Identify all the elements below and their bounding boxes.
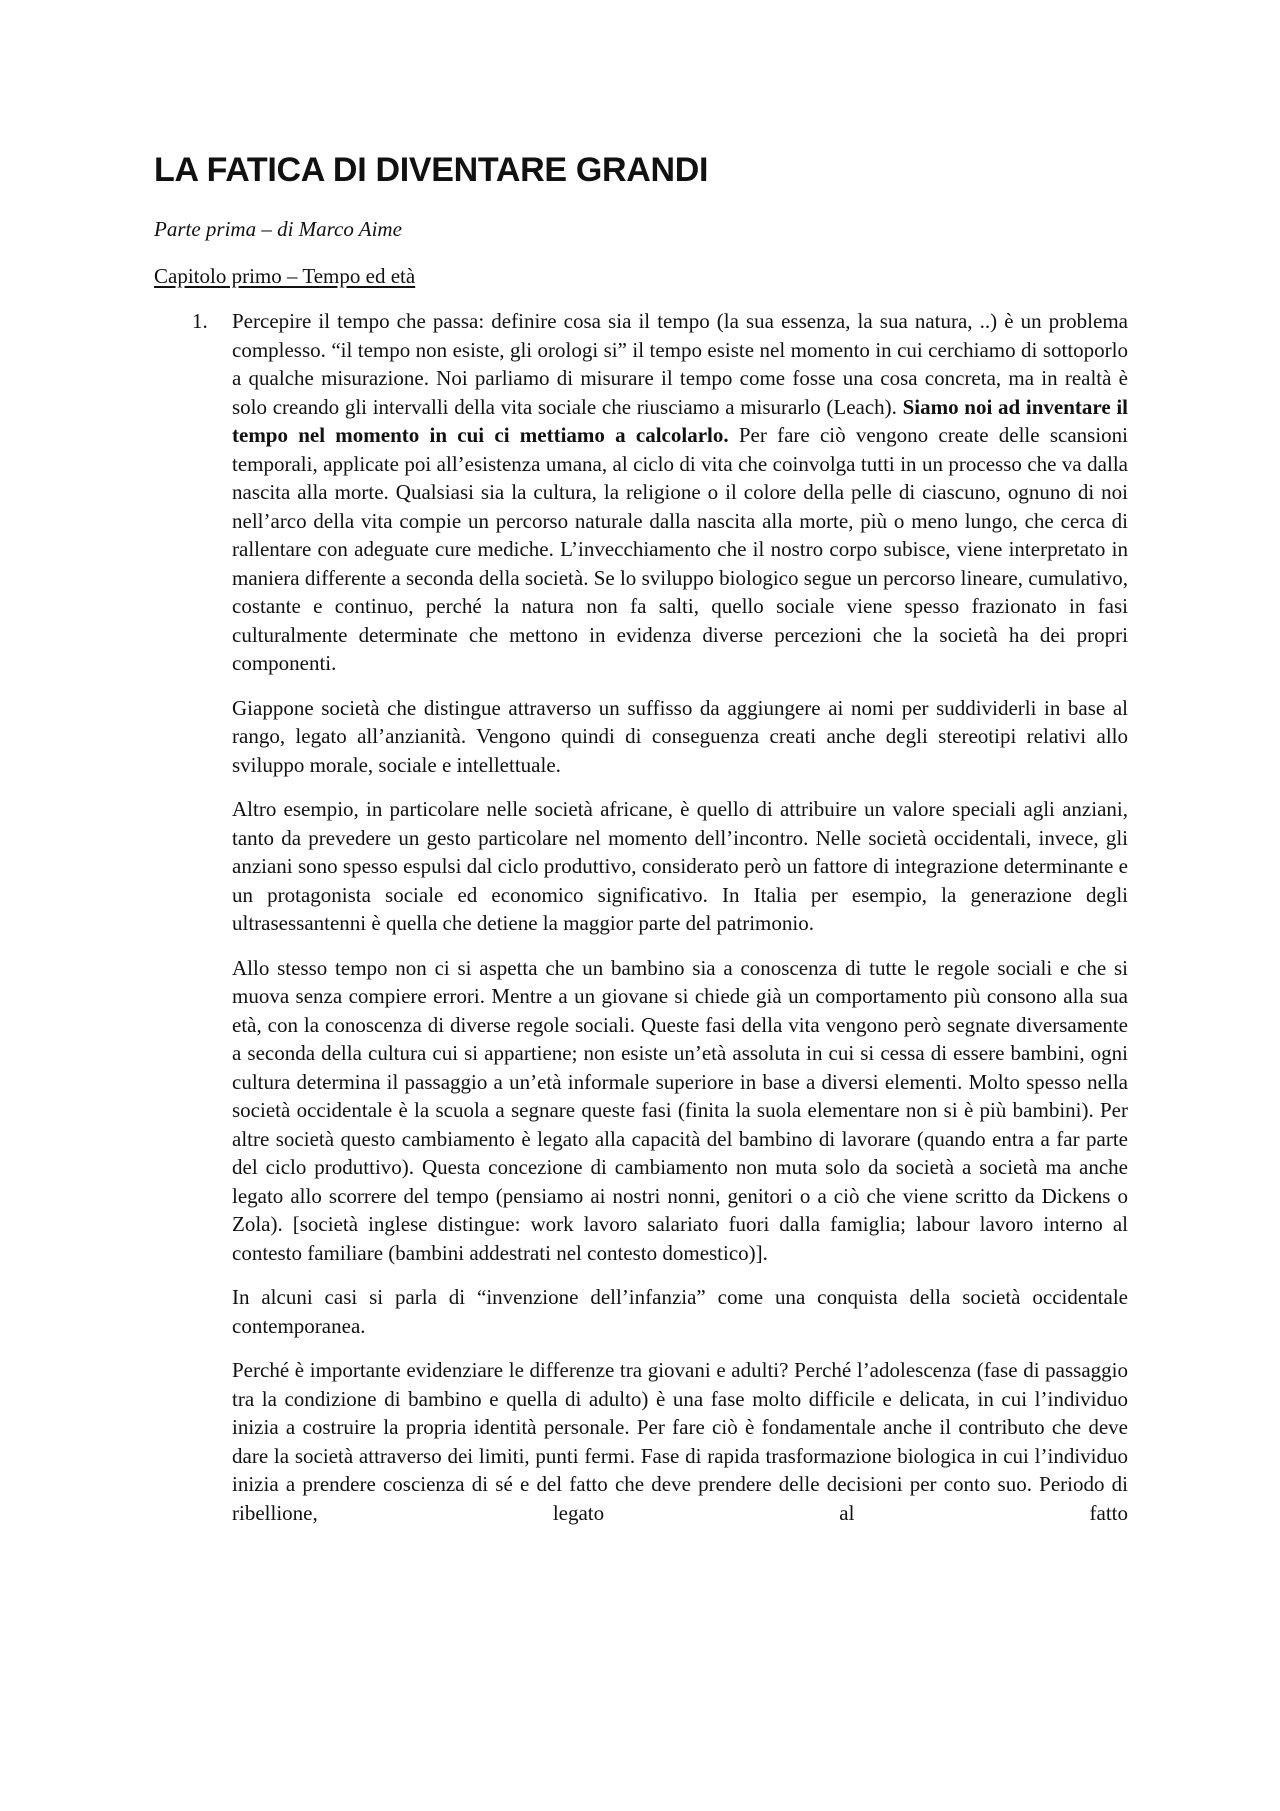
paragraph-1 (232, 307, 1128, 678)
paragraph-3: Altro esempio, in particolare nelle società africane, è quello di attribuire un valore speciali agli anziani, tanto da prevedere un gesto particolare nel momento dell’incontro. Nelle società occidentali, invece, gli anziani sono spesso espulsi dal ciclo produttivo, considerato però un fattore di integrazione determinante e un protagonista sociale ed economico significativo. In Italia per esempio, la generazione degli ultrasessantenni è quella che detiene la maggior parte del patrimonio. (232, 797, 1128, 935)
numbered-list (192, 307, 1129, 1527)
document-title: LA FATICA DI DIVENTARE GRANDI (154, 151, 709, 189)
paragraph-1-text-a: Percepire il tempo che passa: definire cosa sia il tempo (la sua essenza, la sua natura, ..) è un problema complesso. “il tempo non esiste, gli orologi si” il tempo esiste nel momento in cui cerchiamo di sottoporlo a qualche misurazione. Noi parliamo di misurare il tempo come fosse una cosa concreta, ma in realtà è solo creando gli intervalli della vita sociale che riusciamo a misurarlo (Leach). (232, 309, 1128, 419)
paragraph-2: Giappone società che distingue attraverso un suffisso da aggiungere ai nomi per suddividerli in base al rango, legato all’anzianità. Vengono quindi di conseguenza creati anche degli stereotipi relativi allo sviluppo morale, sociale e intellettuale. (232, 695, 1128, 777)
paragraph-4: Allo stesso tempo non ci si aspetta che un bambino sia a conoscenza di tutte le regole sociali e che si muova senza compiere errori. Mentre a un giovane si chiede già un comportamento più consono alla sua età, con la conoscenza di diverse regole sociali. Queste fasi della vita vengono però segnate diversamente a seconda della cultura cui si appartiene; non esiste un’età assoluta in cui si cessa di essere bambini, ogni cultura determina il passaggio a un’età informale superiore in base a diversi elementi. Molto spesso nella società occidentale è la scuola a segnare queste fasi (finita la suola elementare non si è più bambini). Per altre società questo cambiamento è legato alla capacità del bambino di lavorare (quando entra a far parte del ciclo produttivo). Questa concezione di cambiamento non muta solo da società a società ma anche legato allo scorrere del tempo (pensiamo ai nostri nonni, genitori o a ciò che viene scritto da Dickens o Zola). [società inglese distingue: work lavoro salariato fuori dalla famiglia; labour lavoro interno al contesto familiare (bambini addestrati nel contesto domestico)]. (232, 955, 1128, 1265)
paragraph-1-text-b: Per fare ciò vengono create delle scansioni temporali, applicate poi all’esistenza umana, al ciclo di vita che coinvolga tutti in un processo che va dalla nascita alla morte. Qualsiasi sia la cultura, la religione o il colore della pelle di ciascuno, ognuno di noi nell’arco della vita compie un percorso naturale dalla nascita alla morte, più o meno lungo, che cerca di rallentare con adeguate cure mediche. L’invecchiamento che il nostro corpo subisce, viene interpretato in maniera differente a seconda della società. Se lo sviluppo biologico segue un percorso lineare, cumulativo, costante e continuo, perché la natura non fa salti, quello sociale viene spesso frazionato in fasi culturalmente determinate che mettono in evidenza diverse percezioni che la società ha dei propri componenti. (232, 423, 1128, 675)
paragraph-5: In alcuni casi si parla di “invenzione dell’infanzia” come una conquista della società occidentale contemporanea. (232, 1285, 1128, 1338)
list-item-number: 1. (192, 309, 208, 333)
document-subtitle: Parte prima – di Marco Aime (154, 217, 402, 241)
paragraph-6: Perché è importante evidenziare le differenze tra giovani e adulti? Perché l’adolescenza (fase di passaggio tra la condizione di bambino e quella di adulto) è una fase molto difficile e delicata, in cui l’individuo inizia a costruire la propria identità personale. Per fare ciò è fondamentale anche il contributo che deve dare la società attraverso dei limiti, punti fermi. Fase di rapida trasformazione biologica in cui l’individuo inizia a prendere coscienza di sé e del fatto che deve prendere delle decisioni per conto suo. Periodo di ribellione, legato al fatto (232, 1358, 1128, 1525)
chapter-heading: Capitolo primo – Tempo ed età (154, 264, 416, 288)
paragraph-1-bold-text: Siamo noi ad inventare il tempo nel momento in cui ci mettiamo a calcolarlo. (232, 394, 1129, 447)
